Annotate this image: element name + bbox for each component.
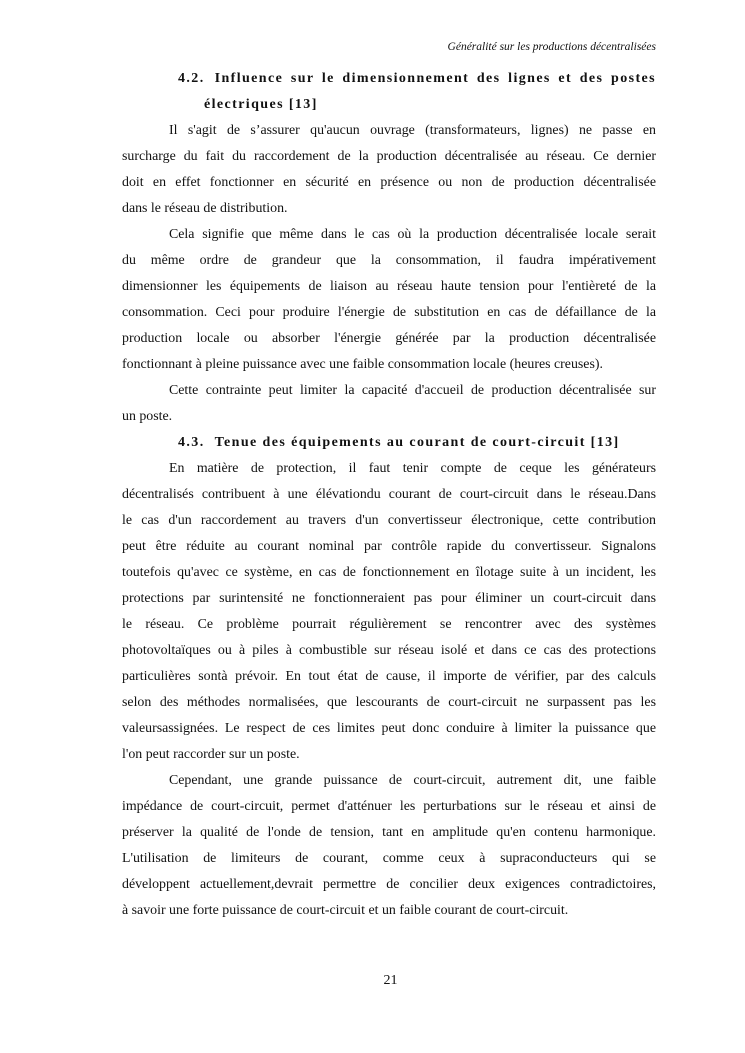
text-line: Il s'agit de s’assurer qu'aucun ouvrage (transformateurs, lignes) ne passe en [169,123,656,138]
section-heading-4-3 [178,430,656,456]
section-number: 4.3. [178,435,205,450]
paragraph-4-3-2 [122,768,656,924]
page-body [122,66,656,924]
paragraph-4-2-1 [122,118,656,222]
text-line: En matière de protection, il faut tenir compte de ceque les générateurs [169,461,656,476]
text-line: photovoltaïques ou à piles à combustible sur réseau isolé et dans ce cas des protections [122,643,656,658]
section-heading-4-2 [178,66,656,118]
text-line: doit en effet fonctionner en sécurité en présence ou non de production décentralisée [122,175,656,190]
text-line: du même ordre de grandeur que la consommation, il faudra impérativement [122,253,656,268]
text-line: le réseau. Ce problème pourrait régulièrement se rencontrer avec des systèmes [122,617,656,632]
text-line: le cas d'un raccordement au travers d'un convertisseur électronique, cette contribution [122,513,656,528]
text-line: selon des méthodes normalisées, que lescourants de court-circuit ne surpassent pas les [122,695,656,710]
paragraph-4-2-2 [122,222,656,378]
heading-line-1 [178,66,656,92]
paragraph-4-2-3 [122,378,656,430]
text-line: peut être réduite au courant nominal par contrôle rapide du convertisseur. Signalons [122,539,656,554]
text-line: protections par surintensité ne fonctionneraient pas pour éliminer un court-circuit dans [122,591,656,606]
text-line: particulières sontà prévoir. En tout état de cause, il importe de vérifier, par des calculs [122,669,656,684]
text-line: décentralisés contribuent à une élévationdu courant de court-circuit dans le réseau.Dans [122,487,656,502]
text-line: surcharge du fait du raccordement de la production décentralisée au réseau. Ce dernier [122,149,656,164]
section-number: 4.2. [178,71,205,86]
section-title: Tenue des équipements au courant de court-circuit [13] [214,435,620,450]
text-line: toutefois qu'avec ce système, en cas de fonctionnement en îlotage suite à un incident, les [122,565,656,580]
section-title-line-1: Influence sur le dimensionnement des lignes et des postes [214,71,656,86]
running-header: Généralité sur les productions décentralisées [447,41,656,53]
text-line: Cette contrainte peut limiter la capacité d'accueil de production décentralisée sur [169,383,656,398]
text-line: impédance de court-circuit, permet d'atténuer les perturbations sur le réseau et ainsi de [122,799,656,814]
text-line: valeursassignées. Le respect de ces limites peut donc conduire à limiter la puissance que [122,721,656,736]
text-line: l'on peut raccorder sur un poste. [122,747,300,762]
text-line: L'utilisation de limiteurs de courant, comme ceux à supraconducteurs qui se [122,851,656,866]
text-line: à savoir une forte puissance de court-circuit et un faible courant de court-circuit. [122,903,569,918]
text-line: consommation. Ceci pour produire l'énergie de substitution en cas de défaillance de la [122,305,656,320]
page-number: 21 [383,973,398,988]
text-line: Cela signifie que même dans le cas où la production décentralisée locale serait [169,227,656,242]
text-line: production locale ou absorber l'énergie générée par la production décentralisée [122,331,656,346]
text-line: développent actuellement,devrait permettre de concilier deux exigences contradictoires, [122,877,656,892]
paragraph-4-3-1 [122,456,656,768]
text-line: dans le réseau de distribution. [122,201,288,216]
text-line: préserver la qualité de l'onde de tension, tant en amplitude qu'en contenu harmonique. [122,825,656,840]
section-title-line-2: électriques [13] [204,97,318,112]
text-line: Cependant, une grande puissance de court-circuit, autrement dit, une faible [169,773,656,788]
text-line: fonctionnant à pleine puissance avec une faible consommation locale (heures creuses). [122,357,603,372]
text-line: un poste. [122,409,173,424]
text-line: dimensionner les équipements de liaison au réseau haute tension pour l'entièreté de la [122,279,656,294]
